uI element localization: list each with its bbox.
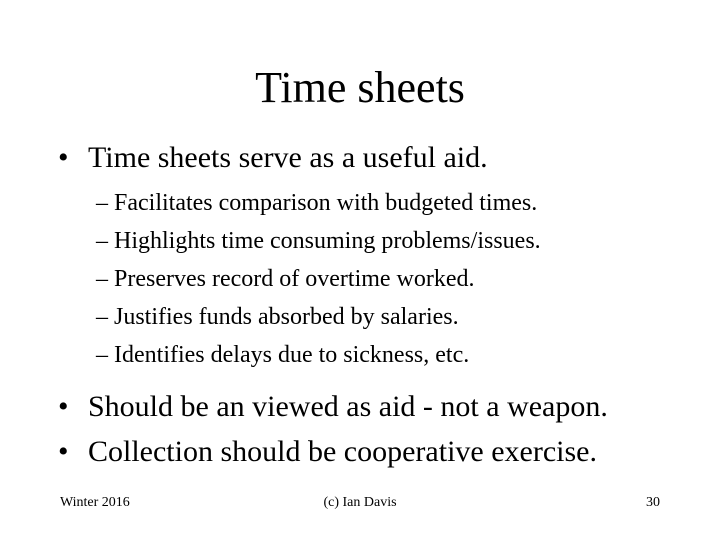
sub-bullet-text: Highlights time consuming problems/issues. [114, 228, 541, 254]
sub-bullet-text: Facilitates comparison with budgeted times. [114, 190, 538, 216]
sub-bullet-marker: – [96, 342, 108, 368]
bullet-text: Time sheets serve as a useful aid. [88, 141, 488, 174]
bullet-text: Should be an viewed as aid - not a weapon. [88, 390, 608, 423]
sub-bullet-marker: – [96, 228, 108, 254]
footer-author: (c) Ian Davis [323, 495, 397, 510]
bullet-text: Collection should be cooperative exercise. [88, 435, 597, 468]
sub-bullet-item [96, 340, 469, 370]
sub-bullet-item [96, 188, 537, 218]
sub-bullet-marker: – [96, 304, 108, 330]
bullet-item [58, 434, 597, 470]
footer-date: Winter 2016 [60, 495, 130, 510]
sub-bullet-item [96, 264, 475, 294]
sub-bullet-marker: – [96, 190, 108, 216]
bullet-marker: • [58, 141, 69, 174]
footer-page-number: 30 [646, 495, 660, 510]
bullet-marker: • [58, 390, 69, 423]
bullet-marker: • [58, 435, 69, 468]
sub-bullet-text: Preserves record of overtime worked. [114, 266, 475, 292]
sub-bullet-marker: – [96, 266, 108, 292]
sub-bullet-text: Justifies funds absorbed by salaries. [114, 304, 459, 330]
bullet-item [58, 140, 488, 176]
slide-title: Time sheets [255, 63, 465, 112]
bullet-item [58, 389, 608, 425]
sub-bullet-item [96, 302, 459, 332]
sub-bullet-item [96, 226, 541, 256]
sub-bullet-text: Identifies delays due to sickness, etc. [114, 342, 470, 368]
